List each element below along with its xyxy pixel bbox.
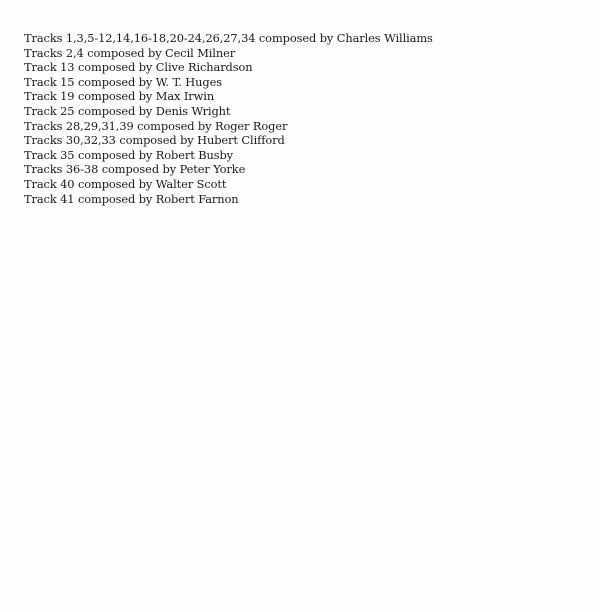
credit-line: Track 13 composed by Clive Richardson — [24, 60, 253, 75]
credit-line: Track 19 composed by Max Irwin — [24, 89, 215, 104]
credit-line: Track 40 composed by Walter Scott — [24, 176, 227, 191]
composer-credits-list — [24, 31, 433, 206]
credit-line: Tracks 2,4 composed by Cecil Milner — [24, 45, 236, 60]
credit-line: Track 35 composed by Robert Busby — [24, 147, 233, 162]
credit-line: Tracks 28,29,31,39 composed by Roger Roger — [24, 118, 288, 133]
credit-line: Track 25 composed by Denis Wright — [24, 103, 231, 118]
credit-line: Tracks 30,32,33 composed by Hubert Clifford — [24, 133, 285, 148]
credit-line: Track 15 composed by W. T. Huges — [24, 74, 222, 89]
credit-line: Track 41 composed by Robert Farnon — [24, 191, 239, 206]
credit-line: Tracks 1,3,5-12,14,16-18,20-24,26,27,34 composed by Charles Williams — [24, 31, 433, 45]
credit-line: Tracks 36-38 composed by Peter Yorke — [24, 162, 246, 177]
